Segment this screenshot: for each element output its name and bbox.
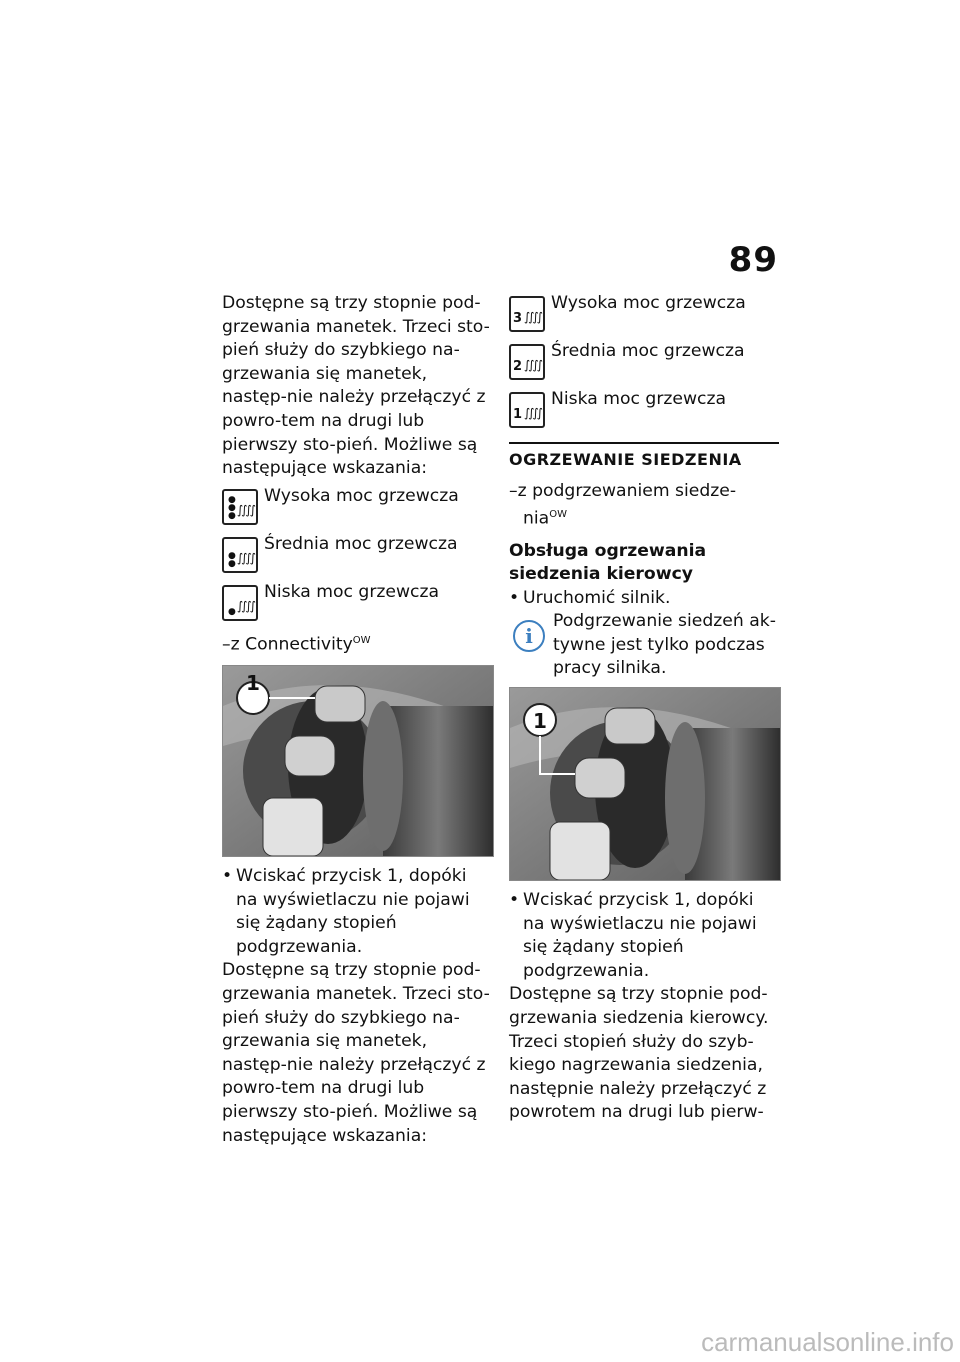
indicator-level-3 (509, 292, 779, 332)
after-paragraph: Dostępne są trzy stopnie pod-grzewania siedzenia kierowcy. Trzeci stopień służy do szyb-kiego nagrzewania siedzenia, następnie należy przełączyć z powrotem na drugi lub pierw- (509, 984, 769, 1123)
subheading: Obsługa ogrzewania siedzenia kierowcy (509, 540, 707, 585)
indicator-label: Niska moc grzewcza (264, 581, 440, 602)
indicator-label: Wysoka moc grzewcza (551, 293, 746, 313)
indicator-label: Niska moc grzewcza (551, 389, 727, 409)
option-code: OW (549, 509, 567, 521)
after-paragraph: Dostępne są trzy stopnie pod-grzewania manetek. Trzeci sto-pień służy do szybkiego na-grzewania się manetek, następ-nie należy przełączyć z powro-tem na drugi lub pierwszy sto-pień. Możliwe są następujące wskazania: (222, 960, 490, 1146)
note-text: Podgrzewanie siedzeń ak-tywne jest tylko podczas pracy silnika. (553, 611, 776, 679)
indicator-low (222, 581, 492, 621)
instruction-bullet: • Wciskać przycisk 1, dopóki na wyświetlaczu nie pojawi się żądany stopień podgrzewania. (509, 889, 779, 983)
seat-heat-low-icon: 1 ∫∫∫∫ (509, 392, 545, 428)
info-note (509, 610, 779, 681)
option-label: z podgrzewaniem siedze-nia (517, 480, 737, 529)
info-icon: i (513, 620, 545, 652)
option-seat-heating: –z podgrzewaniem siedze-nia$^{OW}$ (509, 480, 737, 529)
indicator-label: Wysoka moc grzewcza (264, 485, 459, 506)
section-title: OGRZEWANIE SIEDZENIA (509, 442, 779, 472)
indicator-level-2 (509, 340, 779, 380)
indicator-high (222, 485, 492, 525)
page-number: 89 (728, 240, 778, 280)
grip-heat-high-icon: ● ● ● ∫∫∫∫ (222, 489, 258, 525)
grip-heat-medium-icon: ● ● ∫∫∫∫ (222, 537, 258, 573)
option-code: OW (352, 634, 371, 646)
option-label: z Connectivity (230, 634, 353, 655)
left-column (222, 292, 492, 1152)
indicator-label: Średnia moc grzewcza (551, 341, 745, 361)
indicator-level-1 (509, 388, 779, 428)
watermark: carmanualsonline.info (701, 1327, 954, 1357)
photo-callout-left: 1 (246, 671, 260, 695)
indicator-label: Średnia moc grzewcza (264, 533, 458, 554)
seat-heat-medium-icon: 2 ∫∫∫∫ (509, 344, 545, 380)
option-connectivity: –z Connectivity$^{OW}$ (222, 634, 371, 655)
seat-heating-switch-photo (509, 687, 781, 881)
level-number: 1 (513, 407, 523, 422)
level-number: 3 (513, 311, 523, 326)
grip-heat-low-icon: ● ∫∫∫∫ (222, 585, 258, 621)
right-column (509, 292, 779, 1129)
instruction-bullet: • Wciskać przycisk 1, dopóki na wyświetlaczu nie pojawi się żądany stopień podgrzewania. (222, 865, 492, 959)
indicator-medium (222, 533, 492, 573)
handlebar-switch-photo (222, 665, 494, 857)
level-number: 2 (513, 359, 523, 374)
photo-callout-right: 1 (533, 709, 547, 733)
intro-paragraph: Dostępne są trzy stopnie pod-grzewania manetek. Trzeci sto-pień służy do szybkiego na-grzewania się manetek, następ-nie należy przełączyć z powro-tem na drugi lub pierwszy sto-pień. Możliwe są następujące wskazania: (222, 293, 490, 479)
start-engine-bullet: • Uruchomić silnik. (509, 587, 779, 611)
seat-heat-high-icon: 3 ∫∫∫∫ (509, 296, 545, 332)
